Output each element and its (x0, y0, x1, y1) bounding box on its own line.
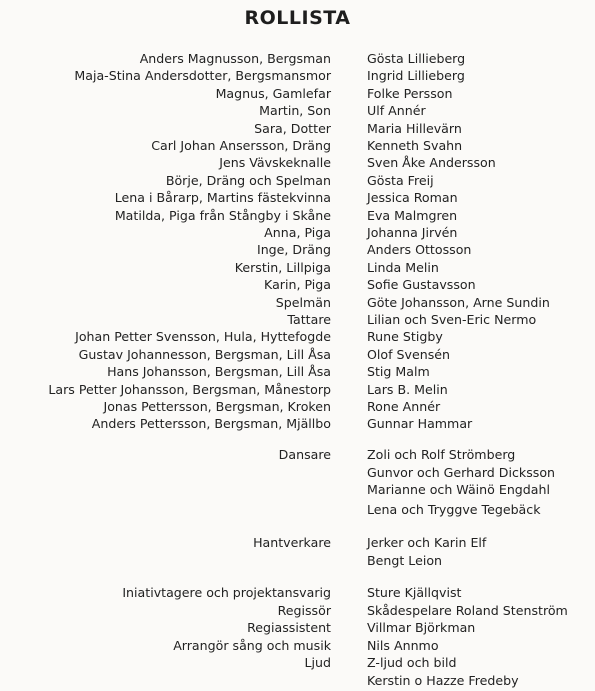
cast-row (0, 67, 595, 84)
role-name: Dansare (278, 447, 331, 462)
craftsmen-row (0, 534, 595, 551)
role-name: Gustav Johannesson, Bergsman, Lill Åsa (78, 346, 331, 362)
role-name: Karin, Piga (264, 277, 331, 293)
cast-row (0, 154, 595, 171)
cast-row (0, 276, 595, 293)
crew-row (0, 672, 595, 689)
actor-name: Kenneth Svahn (367, 138, 463, 153)
dancers-row (0, 481, 595, 498)
actor-name: Z-ljud och bild (367, 655, 457, 670)
cast-row (0, 398, 595, 415)
cast-row (0, 346, 595, 363)
role-name: Matilda, Piga från Stångby i Skåne (114, 207, 331, 223)
actor-name: Gunvor och Gerhard Dicksson (367, 464, 556, 480)
dancers-row (0, 501, 595, 518)
cast-row (0, 363, 595, 380)
cast-row (0, 294, 595, 311)
role-name: Magnus, Gamlefar (215, 85, 331, 101)
role-name: Johan Petter Svensson, Hula, Hyttefogde (75, 329, 331, 345)
actor-name: Lena och Tryggve Tegebäck (367, 502, 541, 517)
cast-row (0, 85, 595, 102)
role-name: Regissör (277, 602, 331, 618)
actor-name: Gösta Lillieberg (367, 51, 466, 66)
cast-row (0, 415, 595, 432)
cast-row (0, 102, 595, 119)
crew-row (0, 584, 595, 601)
actor-name: Rune Stigby (367, 329, 443, 345)
actor-name: Gunnar Hammar (367, 416, 473, 432)
role-name: Arrangör sång och musik (173, 637, 331, 653)
craftsmen-row (0, 552, 595, 569)
role-name: Anna, Piga (264, 225, 331, 240)
cast-row (0, 172, 595, 189)
dancers-row (0, 464, 595, 481)
actor-name: Gösta Freij (367, 172, 434, 188)
actor-name: Sofie Gustavsson (367, 277, 476, 293)
role-name: Maja-Stina Andersdotter, Bergsmansmor (74, 68, 331, 84)
actor-name: Maria Hillevärn (367, 120, 462, 136)
role-name: Anders Pettersson, Bergsman, Mjällbo (91, 416, 331, 432)
actor-name: Lilian och Sven-Eric Nermo (367, 312, 537, 327)
cast-row (0, 381, 595, 398)
cast-row (0, 137, 595, 154)
role-name: Anders Magnusson, Bergsman (139, 51, 331, 66)
cast-row (0, 50, 595, 67)
role-name: Regiassistent (247, 620, 331, 635)
actor-name: Folke Persson (367, 85, 453, 101)
actor-name: Sture Kjällqvist (367, 585, 462, 600)
actor-name: Sven Åke Andersson (367, 155, 496, 171)
actor-name: Kerstin o Hazze Fredeby (367, 672, 519, 688)
role-name: Martin, Son (259, 103, 331, 119)
actor-name: Ingrid Lillieberg (367, 68, 465, 84)
cast-row (0, 120, 595, 137)
role-name: Börje, Dräng och Spelman (165, 172, 331, 188)
role-name: Hantverkare (253, 535, 331, 550)
actor-name: Marianne och Wäinö Engdahl (367, 482, 550, 497)
role-name: Ljud (304, 655, 331, 670)
actor-name: Lars B. Melin (367, 381, 448, 397)
cast-row (0, 259, 595, 276)
actor-name: Johanna Jirvén (367, 225, 458, 240)
role-name: Sara, Dotter (254, 120, 331, 136)
actor-name: Ulf Annér (367, 103, 426, 119)
actor-name: Jerker och Karin Elf (367, 535, 487, 550)
actor-name: Skådespelare Roland Stenström (367, 602, 568, 618)
role-name: Spelmän (275, 294, 331, 310)
actor-name: Eva Malmgren (367, 207, 458, 223)
cast-row (0, 189, 595, 206)
role-name: Kerstin, Lillpiga (234, 259, 331, 275)
role-name: Jens Vävskeknalle (219, 155, 331, 171)
cast-row (0, 328, 595, 345)
role-name: Tattare (287, 312, 331, 327)
cast-row (0, 311, 595, 328)
crew-row (0, 619, 595, 636)
role-name: Inge, Dräng (256, 242, 331, 258)
role-name: Jonas Pettersson, Bergsman, Kroken (103, 399, 331, 414)
cast-row (0, 207, 595, 224)
actor-name: Bengt Leion (367, 552, 443, 568)
actor-name: Jessica Roman (367, 190, 458, 206)
actor-name: Göte Johansson, Arne Sundin (367, 294, 550, 310)
actor-name: Rone Annér (367, 399, 441, 414)
role-name: Lars Petter Johansson, Bergsman, Månestorp (48, 381, 331, 397)
crew-row (0, 637, 595, 654)
actor-name: Zoli och Rolf Strömberg (367, 447, 516, 462)
cast-row (0, 224, 595, 241)
actor-name: Nils Annmo (367, 637, 439, 653)
actor-name: Olof Svensén (367, 346, 451, 362)
actor-name: Villmar Björkman (367, 620, 476, 635)
page-title: ROLLISTA (244, 7, 351, 29)
actor-name: Linda Melin (367, 259, 439, 275)
role-name: Iniativtagere och projektansvarig (122, 585, 331, 600)
cast-row (0, 241, 595, 258)
crew-row (0, 654, 595, 671)
role-name: Hans Johansson, Bergsman, Lill Åsa (107, 364, 331, 380)
dancers-row (0, 446, 595, 463)
role-name: Carl Johan Ansersson, Dräng (151, 138, 331, 153)
crew-row (0, 602, 595, 619)
actor-name: Anders Ottosson (367, 242, 472, 258)
actor-name: Stig Malm (367, 364, 430, 380)
role-name: Lena i Bårarp, Martins fästekvinna (114, 190, 331, 206)
